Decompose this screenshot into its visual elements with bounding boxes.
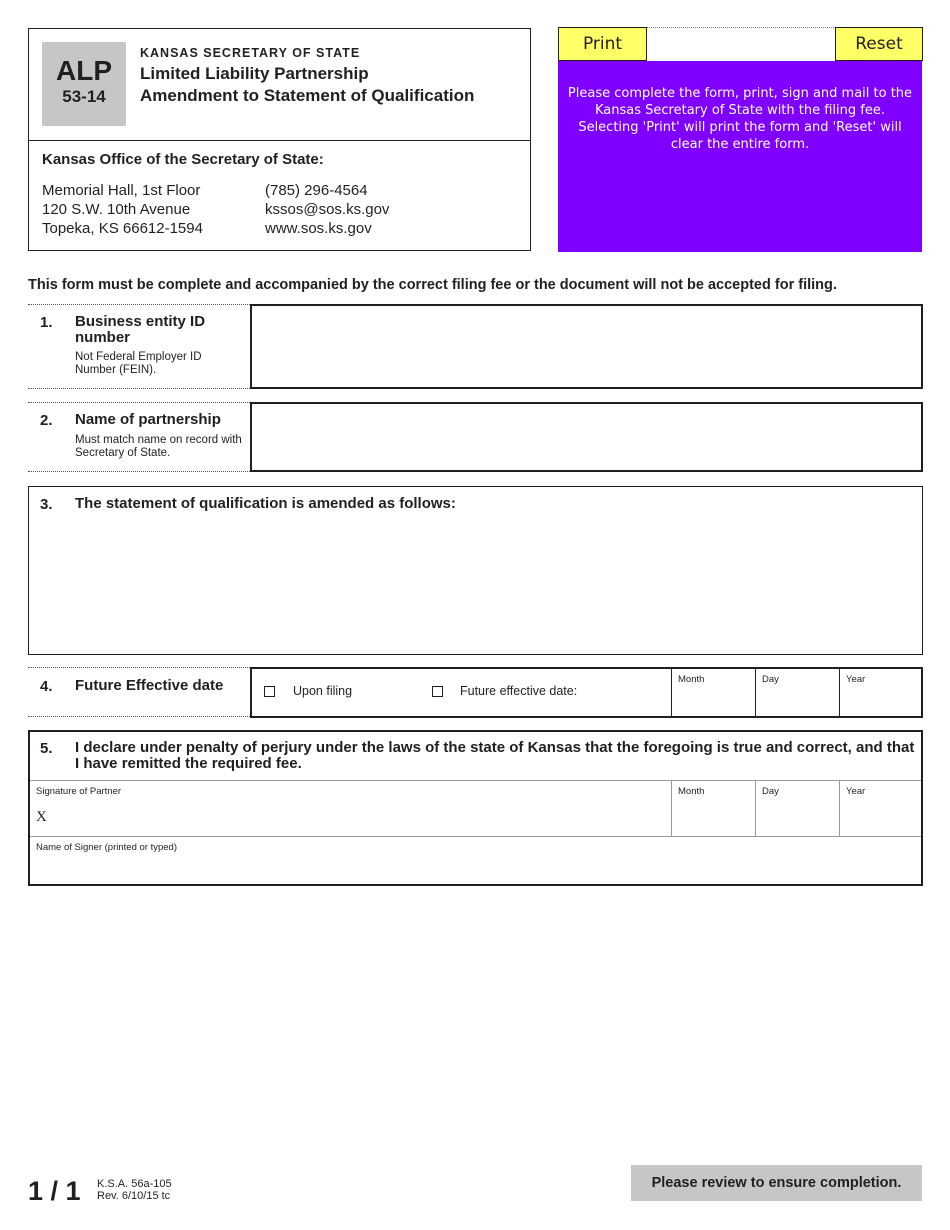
- sign-month-input[interactable]: [672, 800, 754, 834]
- entity-id-input[interactable]: [250, 304, 923, 389]
- partnership-name-input[interactable]: [250, 402, 923, 472]
- statute-reference: K.S.A. 56a-105: [97, 1178, 172, 1190]
- print-button[interactable]: Print: [558, 27, 647, 61]
- sign-day-input[interactable]: [756, 800, 838, 834]
- row-divider: [30, 836, 921, 837]
- instructions-text: Please complete the form, print, sign and mail to the Kansas Secretary of State with the filing fee. Selecting 'Print' will print the form and 'Reset' will clear the entire form.: [567, 86, 913, 152]
- address-line-1: Memorial Hall, 1st Floor: [42, 182, 201, 199]
- address-line-3: Topeka, KS 66612-1594: [42, 220, 203, 237]
- page-number: 1 / 1: [28, 1176, 81, 1206]
- future-date-label: Future effective date:: [460, 684, 578, 698]
- declaration-text: I declare under penalty of perjury under the laws of the state of Kansas that the foregoing is true and correct, and that I have remitted the required fee.: [75, 739, 915, 772]
- dotted-rule: [28, 667, 250, 668]
- form-code: ALP: [56, 55, 112, 86]
- office-phone: (785) 296-4564: [265, 182, 368, 199]
- dotted-rule: [28, 388, 250, 389]
- address-line-2: 120 S.W. 10th Avenue: [42, 201, 191, 218]
- office-website: www.sos.ks.gov: [265, 220, 372, 237]
- item-3-number: 3.: [40, 496, 53, 513]
- amendment-text-input[interactable]: [40, 520, 912, 645]
- review-banner: Please review to ensure completion.: [631, 1165, 922, 1201]
- sign-year-label: Year: [846, 786, 866, 797]
- item-4-label: Future Effective date: [75, 677, 224, 694]
- item-2-note: Must match name on record with Secretary of State.: [75, 434, 242, 459]
- effective-month-label: Month: [678, 674, 705, 685]
- form-code-badge: [42, 42, 126, 126]
- dotted-rule: [28, 471, 250, 472]
- item-2-label: Name of partnership: [75, 411, 221, 428]
- office-heading: Kansas Office of the Secretary of State:: [42, 151, 324, 168]
- effective-day-label: Day: [762, 674, 779, 685]
- effective-year-label: Year: [846, 674, 866, 685]
- item-1-number: 1.: [40, 314, 53, 331]
- sign-day-label: Day: [762, 786, 779, 797]
- signature-label: Signature of Partner: [36, 786, 122, 797]
- item-3-label: The statement of qualification is amended as follows:: [75, 495, 456, 512]
- item-5-number: 5.: [40, 740, 53, 757]
- signer-name-input[interactable]: [36, 856, 916, 882]
- effective-year-input[interactable]: [840, 690, 922, 716]
- dotted-rule: [28, 304, 250, 305]
- signature-x-mark: X: [36, 809, 47, 825]
- item-2-number: 2.: [40, 412, 53, 429]
- filing-notice: This form must be complete and accompanied by the correct filing fee or the document will not be accepted for filing.: [28, 277, 837, 293]
- reset-button[interactable]: Reset: [835, 27, 923, 61]
- item-1-note: Not Federal Employer ID Number (FEIN).: [75, 351, 202, 376]
- form-number: 53-14: [62, 87, 106, 106]
- office-email: kssos@sos.ks.gov: [265, 201, 390, 218]
- form-title-line2: Amendment to Statement of Qualification: [140, 86, 475, 105]
- header-divider: [29, 140, 530, 141]
- dotted-rule: [28, 402, 250, 403]
- row-divider: [30, 780, 921, 781]
- form-title-line1: Limited Liability Partnership: [140, 64, 369, 83]
- upon-filing-checkbox[interactable]: [264, 686, 275, 697]
- instructions-panel: [558, 61, 922, 252]
- effective-month-input[interactable]: [672, 690, 754, 716]
- signature-input[interactable]: [50, 798, 665, 832]
- item-1-label: Business entity ID number: [75, 313, 206, 346]
- future-date-checkbox[interactable]: [432, 686, 443, 697]
- effective-day-input[interactable]: [756, 690, 838, 716]
- footer-reference: [97, 1178, 172, 1202]
- agency-name: KANSAS SECRETARY OF STATE: [140, 46, 361, 60]
- sign-year-input[interactable]: [840, 800, 922, 834]
- item-4-number: 4.: [40, 678, 53, 695]
- revision-date: Rev. 6/10/15 tc: [97, 1190, 171, 1202]
- dotted-rule: [28, 716, 250, 717]
- sign-month-label: Month: [678, 786, 705, 797]
- upon-filing-label: Upon filing: [293, 684, 353, 698]
- signer-name-label: Name of Signer (printed or typed): [36, 842, 177, 853]
